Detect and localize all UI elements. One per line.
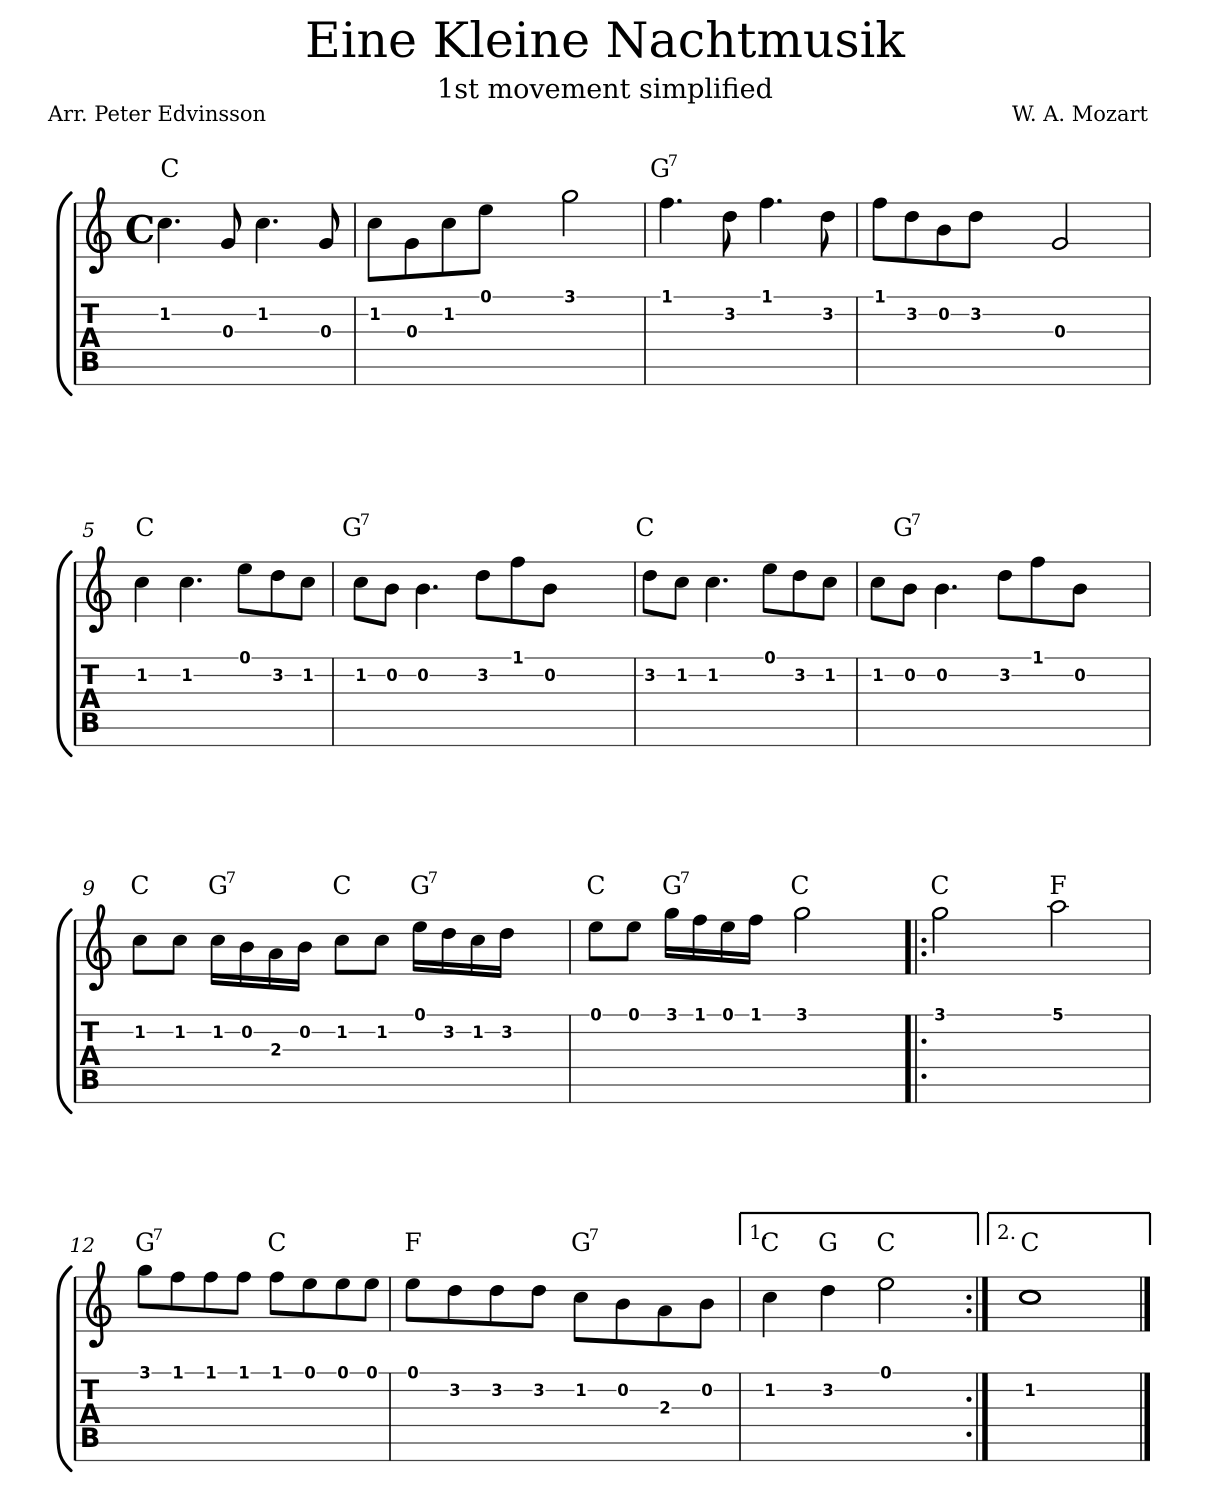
tab-fret-number: 1 [764, 1381, 776, 1400]
composer-credit: W. A. Mozart [1012, 102, 1148, 126]
tab-fret-number: 3 [477, 666, 489, 685]
chord-label: F [1049, 871, 1067, 900]
tab-fret-number: 0 [386, 666, 398, 685]
note-beam [575, 1337, 701, 1349]
note-flag [234, 204, 241, 233]
tab-fret-number: 1 [159, 305, 171, 324]
tab-fret-number: 1 [1024, 1381, 1036, 1400]
chord-label: C [586, 871, 606, 900]
tab-fret-number: 2 [659, 1398, 671, 1418]
tab-fret-number: 3 [449, 1381, 461, 1400]
treble-clef-icon [89, 983, 97, 991]
repeat-dot [966, 1397, 971, 1402]
tab-fret-number: 1 [376, 1023, 388, 1042]
thick-barline [905, 1015, 911, 1103]
tab-fret-number: 3 [666, 1005, 678, 1025]
augmentation-dot [777, 199, 782, 204]
tab-fret-number: 0 [722, 1005, 734, 1025]
chord-seventh: 7 [359, 510, 371, 529]
tab-clef-label: A [79, 1041, 101, 1072]
chord-label: C [267, 1228, 287, 1257]
tab-fret-number: 3 [724, 305, 736, 324]
augmentation-dot [952, 585, 957, 590]
tab-fret-number: 0 [337, 1363, 349, 1383]
tab-fret-number: 1 [355, 666, 367, 685]
tab-fret-number: 3 [970, 305, 982, 324]
tab-fret-number: 3 [999, 666, 1011, 685]
tab-fret-number: 1 [443, 305, 455, 324]
augmentation-dot [197, 578, 202, 583]
note-flag [332, 204, 339, 233]
tab-fret-number: 3 [822, 305, 834, 324]
tab-clef-label: A [79, 1399, 101, 1430]
chord-seventh: 7 [225, 868, 237, 887]
repeat-dot [966, 1295, 971, 1300]
augmentation-dot [433, 585, 438, 590]
piece-subtitle: 1st movement simplified [437, 74, 773, 105]
chord-label: C [332, 871, 352, 900]
note-beam [644, 608, 676, 620]
tab-fret-number: 3 [794, 666, 806, 685]
tab-fret-number: 1 [694, 1005, 706, 1025]
tab-fret-number: 0 [764, 648, 776, 668]
chord-seventh: 7 [910, 510, 922, 529]
repeat-dot [921, 938, 926, 943]
treble-clef-icon [89, 266, 97, 274]
chord-label: G [208, 871, 228, 900]
tab-fret-number: 1 [336, 1023, 348, 1042]
chord-label: G [893, 513, 913, 542]
tab-fret-number: 3 [822, 1381, 834, 1400]
thick-barline [1145, 1277, 1151, 1331]
tab-clef-label: T [80, 299, 100, 330]
augmentation-dot [175, 219, 180, 224]
tab-fret-number: 1 [212, 1023, 224, 1042]
tab-fret-number: 0 [480, 287, 492, 307]
tab-fret-number: 0 [304, 1363, 316, 1383]
thick-barline [1145, 1373, 1151, 1461]
brace-icon [58, 193, 71, 395]
tab-fret-number: 3 [443, 1023, 455, 1042]
tab-fret-number: 1 [750, 1005, 762, 1025]
tab-fret-number: 0 [241, 1023, 253, 1042]
chord-seventh: 7 [679, 868, 691, 887]
tab-fret-number: 3 [272, 666, 284, 685]
tab-fret-number: 1 [238, 1363, 250, 1383]
tab-fret-number: 0 [407, 1363, 419, 1383]
chord-label: G [650, 154, 670, 183]
chord-seventh: 7 [427, 868, 439, 887]
brace-icon [58, 910, 71, 1113]
tab-fret-number: 1 [472, 1023, 484, 1042]
chord-label: C [760, 1228, 780, 1257]
tab-fret-number: 0 [417, 666, 429, 685]
thick-barline [982, 1277, 988, 1331]
tab-fret-number: 0 [320, 322, 332, 342]
tab-fret-number: 1 [181, 666, 193, 685]
tab-fret-number: 3 [796, 1005, 808, 1025]
tab-fret-number: 1 [271, 1363, 283, 1383]
tab-fret-number: 0 [222, 322, 234, 342]
tab-fret-number: 1 [174, 1023, 186, 1042]
measure-number: 5 [82, 518, 95, 542]
treble-clef-icon [89, 625, 97, 633]
time-signature: C [124, 207, 156, 252]
note-flag [822, 228, 829, 257]
tab-fret-number: 3 [501, 1023, 513, 1042]
tab-fret-number: 0 [938, 305, 950, 324]
tab-clef-label: B [79, 708, 101, 739]
measure-number: 9 [82, 876, 95, 900]
tab-fret-number: 1 [1032, 648, 1044, 668]
tab-clef-label: A [79, 323, 101, 354]
tab-fret-number: 3 [564, 287, 576, 307]
tab-fret-number: 1 [512, 648, 524, 668]
treble-clef-icon [89, 1340, 97, 1348]
tab-fret-number: 1 [257, 305, 269, 324]
volta-label: 1. [749, 1220, 769, 1244]
tab-fret-number: 1 [134, 1023, 146, 1042]
tab-fret-number: 0 [1074, 666, 1086, 685]
chord-label: C [160, 154, 180, 183]
tab-fret-number: 1 [824, 666, 836, 685]
tab-fret-number: 0 [366, 1363, 378, 1383]
tab-fret-number: 1 [761, 287, 773, 307]
tab-fret-number: 1 [707, 666, 719, 685]
tab-fret-number: 1 [205, 1363, 217, 1383]
tab-fret-number: 3 [139, 1363, 151, 1383]
chord-label: G [410, 871, 430, 900]
piece-title: Eine Kleine Nachtmusik [305, 12, 905, 69]
repeat-dot [966, 1432, 971, 1437]
chord-label: C [1020, 1228, 1040, 1257]
chord-label: C [930, 871, 950, 900]
note-beam [271, 1310, 366, 1322]
note-beam [239, 608, 302, 621]
tab-fret-number: 0 [544, 666, 556, 685]
repeat-dot [921, 1039, 926, 1044]
tab-fret-number: 0 [299, 1023, 311, 1042]
tab-fret-number: 0 [239, 648, 251, 668]
chord-label: G [662, 871, 682, 900]
tab-fret-number: 0 [406, 322, 418, 342]
chord-label: G [342, 513, 362, 542]
tab-clef-label: T [80, 1017, 100, 1048]
tab-clef-label: T [80, 660, 100, 691]
tab-fret-number: 0 [590, 1005, 602, 1025]
tab-fret-number: 0 [904, 666, 916, 685]
chord-label: C [135, 513, 155, 542]
chord-seventh: 7 [152, 1225, 164, 1244]
brace-icon [58, 552, 71, 756]
tab-fret-number: 0 [628, 1005, 640, 1025]
note-beam [590, 956, 628, 961]
repeat-dot [966, 1308, 971, 1313]
brace-icon [58, 1267, 71, 1471]
tab-fret-number: 0 [701, 1381, 713, 1400]
tab-fret-number: 1 [661, 287, 673, 307]
chord-label: C [790, 871, 810, 900]
augmentation-dot [273, 219, 278, 224]
tab-fret-number: 3 [906, 305, 918, 324]
chord-label: C [635, 513, 655, 542]
tab-fret-number: 0 [936, 666, 948, 685]
tab-fret-number: 1 [369, 305, 381, 324]
volta-label: 2. [997, 1220, 1017, 1244]
tab-fret-number: 0 [617, 1381, 629, 1400]
tab-fret-number: 0 [414, 1005, 426, 1025]
tab-fret-number: 0 [1054, 322, 1066, 342]
augmentation-dot [723, 578, 728, 583]
chord-label: F [404, 1228, 422, 1257]
note-flag [724, 228, 731, 257]
tab-fret-number: 1 [136, 666, 148, 685]
tab-fret-number: 5 [1052, 1005, 1064, 1025]
note-beam [369, 269, 480, 282]
note-beam [139, 1303, 238, 1315]
tab-fret-number: 1 [676, 666, 688, 685]
tab-clef-label: T [80, 1375, 100, 1406]
note-beam [407, 1317, 533, 1329]
chord-seventh: 7 [667, 151, 679, 170]
tab-fret-number: 2 [270, 1040, 282, 1060]
augmentation-dot [677, 199, 682, 204]
chord-label: C [130, 871, 150, 900]
tab-clef-label: B [79, 347, 101, 378]
note-head [1020, 1291, 1039, 1303]
note-beam [336, 970, 376, 975]
tab-fret-number: 1 [302, 666, 314, 685]
note-beam [872, 615, 904, 627]
note-beam [355, 615, 386, 627]
tab-fret-number: 3 [491, 1381, 503, 1400]
chord-seventh: 7 [588, 1225, 600, 1244]
chord-label: C [876, 1228, 896, 1257]
repeat-dot [921, 1074, 926, 1079]
tab-fret-number: 0 [880, 1363, 892, 1383]
tab-fret-number: 1 [172, 1363, 184, 1383]
arranger-credit: Arr. Peter Edvinsson [48, 102, 267, 126]
tab-fret-number: 3 [533, 1381, 545, 1400]
thick-barline [982, 1373, 988, 1461]
tab-fret-number: 3 [934, 1005, 946, 1025]
measure-number: 12 [69, 1233, 95, 1257]
chord-label: G [135, 1228, 155, 1257]
chord-label: G [571, 1228, 591, 1257]
tab-clef-label: A [79, 684, 101, 715]
thick-barline [905, 920, 911, 974]
repeat-dot [921, 951, 926, 956]
note-beam [134, 970, 174, 975]
tab-fret-number: 1 [872, 666, 884, 685]
tab-clef-label: B [79, 1423, 101, 1454]
tab-fret-number: 3 [644, 666, 656, 685]
tab-fret-number: 1 [575, 1381, 587, 1400]
tab-fret-number: 1 [874, 287, 886, 307]
chord-label: G [818, 1228, 838, 1257]
tab-clef-label: B [79, 1065, 101, 1096]
